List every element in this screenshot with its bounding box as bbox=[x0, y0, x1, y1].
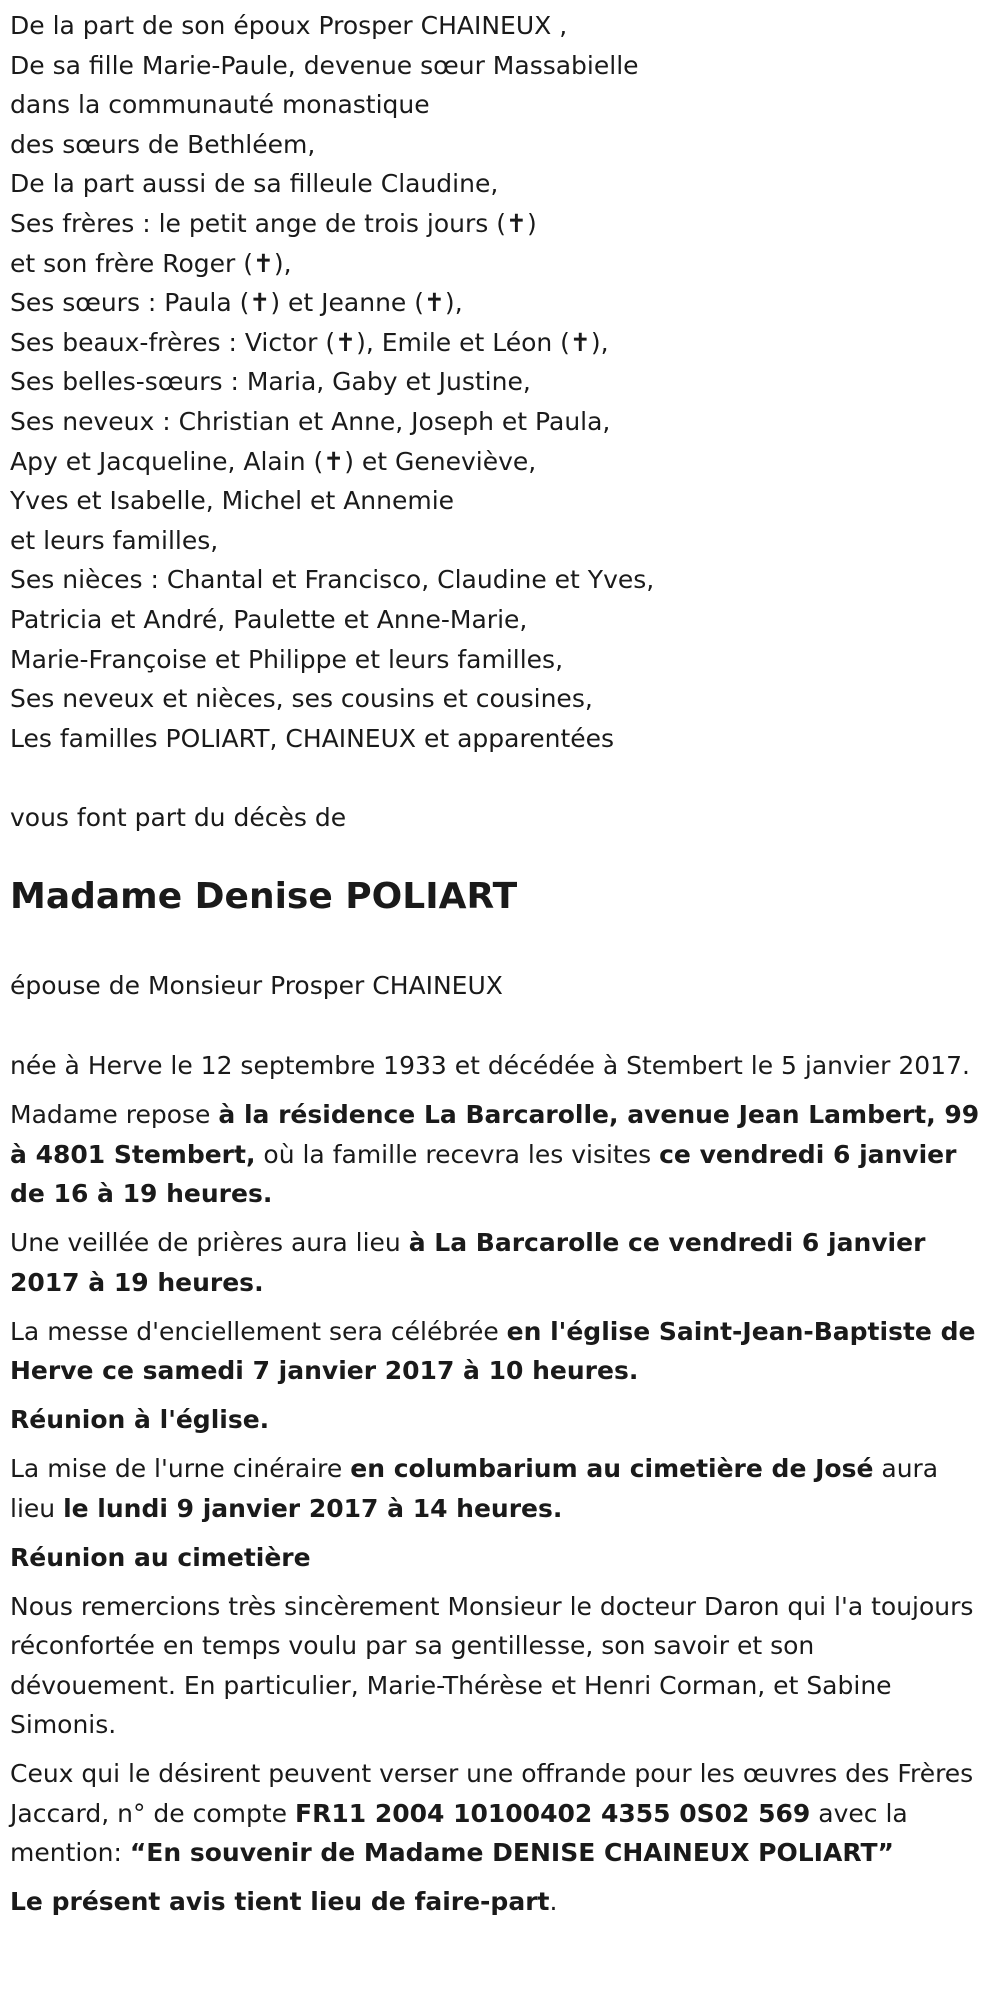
announcement: vous font part du décès de bbox=[10, 803, 347, 833]
account-number: FR11 2004 10100402 4355 0S02 569 bbox=[295, 1798, 811, 1828]
family-line: Apy et Jacqueline, Alain (✝) et Geneviève, bbox=[10, 446, 537, 476]
details-section bbox=[10, 1046, 985, 1922]
thanks-paragraph: Nous remercions très sincèrement Monsieur le docteur Daron qui l'a toujours réconfortée en temps voulu par sa gentillesse, son savoir et son dévouement. En particulier, Marie-Thérèse et Henri Corman, et Sabine Simonis. bbox=[10, 1591, 974, 1740]
mass-paragraph bbox=[10, 1312, 985, 1391]
mass-text: La messe d'enciellement sera célébrée bbox=[10, 1316, 507, 1346]
visit-time: ce vendredi 6 janvier de 16 à 19 heures. bbox=[10, 1139, 957, 1209]
vigil-text: Une veillée de prières aura lieu bbox=[10, 1228, 409, 1258]
repose-text: Madame repose bbox=[10, 1100, 219, 1130]
family-line: Ses belles-sœurs : Maria, Gaby et Justine, bbox=[10, 367, 531, 397]
family-line: Patricia et André, Paulette et Anne-Marie, bbox=[10, 604, 528, 634]
family-line: dans la communauté monastique bbox=[10, 90, 430, 120]
repose-paragraph bbox=[10, 1095, 985, 1214]
family-line: Les familles POLIART, CHAINEUX et apparentées bbox=[10, 723, 615, 753]
birth-death-paragraph: née à Herve le 12 septembre 1933 et décédée à Stembert le 5 janvier 2017. bbox=[10, 1051, 970, 1081]
family-line: De sa fille Marie-Paule, devenue sœur Massabielle bbox=[10, 50, 639, 80]
family-line: Ses neveux et nièces, ses cousins et cousines, bbox=[10, 684, 593, 714]
family-line: Ses neveux : Christian et Anne, Joseph et Paula, bbox=[10, 406, 611, 436]
cemetery-meeting: Réunion au cimetière bbox=[10, 1542, 311, 1572]
cemetery-meeting-paragraph bbox=[10, 1538, 985, 1578]
closing-statement: Le présent avis tient lieu de faire-part bbox=[10, 1887, 550, 1917]
urn-text: aura lieu bbox=[10, 1454, 939, 1523]
urn-paragraph bbox=[10, 1449, 985, 1528]
donation-text: avec la mention: bbox=[10, 1798, 908, 1868]
vigil-details: à La Barcarolle ce vendredi 6 janvier 2017 à 19 heures. bbox=[10, 1228, 926, 1297]
family-line: et son frère Roger (✝), bbox=[10, 248, 292, 278]
family-line: Ses frères : le petit ange de trois jours (✝) bbox=[10, 208, 537, 238]
family-line: Marie-Françoise et Philippe et leurs familles, bbox=[10, 644, 564, 674]
church-meeting-paragraph bbox=[10, 1400, 985, 1440]
repose-location: à la résidence La Barcarolle, avenue Jean Lambert, 99 à 4801 Stembert, bbox=[10, 1100, 980, 1169]
donation-paragraph bbox=[10, 1754, 985, 1873]
spouse-line: épouse de Monsieur Prosper CHAINEUX bbox=[10, 971, 503, 1001]
deceased-name: Madame Denise POLIART bbox=[10, 876, 518, 918]
family-line: De la part aussi de sa filleule Claudine, bbox=[10, 169, 499, 199]
vigil-paragraph bbox=[10, 1223, 985, 1302]
repose-text: où la famille recevra les visites bbox=[255, 1139, 660, 1169]
closing-paragraph bbox=[10, 1882, 985, 1922]
urn-text: La mise de l'urne cinéraire bbox=[10, 1454, 351, 1484]
family-line: et leurs familles, bbox=[10, 525, 219, 555]
family-line: Ses nièces : Chantal et Francisco, Claudine et Yves, bbox=[10, 565, 655, 595]
closing-period: . bbox=[549, 1887, 558, 1917]
family-line: Ses sœurs : Paula (✝) et Jeanne (✝), bbox=[10, 288, 463, 318]
family-line: Yves et Isabelle, Michel et Annemie bbox=[10, 486, 455, 516]
church-meeting: Réunion à l'église. bbox=[10, 1405, 270, 1435]
family-line: des sœurs de Bethléem, bbox=[10, 129, 316, 159]
urn-time: le lundi 9 janvier 2017 à 14 heures. bbox=[63, 1493, 563, 1523]
donation-mention: “En souvenir de Madame DENISE CHAINEUX POLIART” bbox=[129, 1838, 894, 1868]
family-line: De la part de son époux Prosper CHAINEUX , bbox=[10, 11, 568, 40]
urn-location: en columbarium au cimetière de José bbox=[350, 1454, 874, 1484]
mass-details: en l'église Saint-Jean-Baptiste de Herve ce samedi 7 janvier 2017 à 10 heures. bbox=[10, 1316, 976, 1386]
family-list bbox=[10, 6, 990, 758]
donation-text: Ceux qui le désirent peuvent verser une offrande pour les œuvres des Frères Jaccard, n° de compte bbox=[10, 1759, 974, 1828]
family-line: Ses beaux-frères : Victor (✝), Emile et Léon (✝), bbox=[10, 327, 609, 357]
